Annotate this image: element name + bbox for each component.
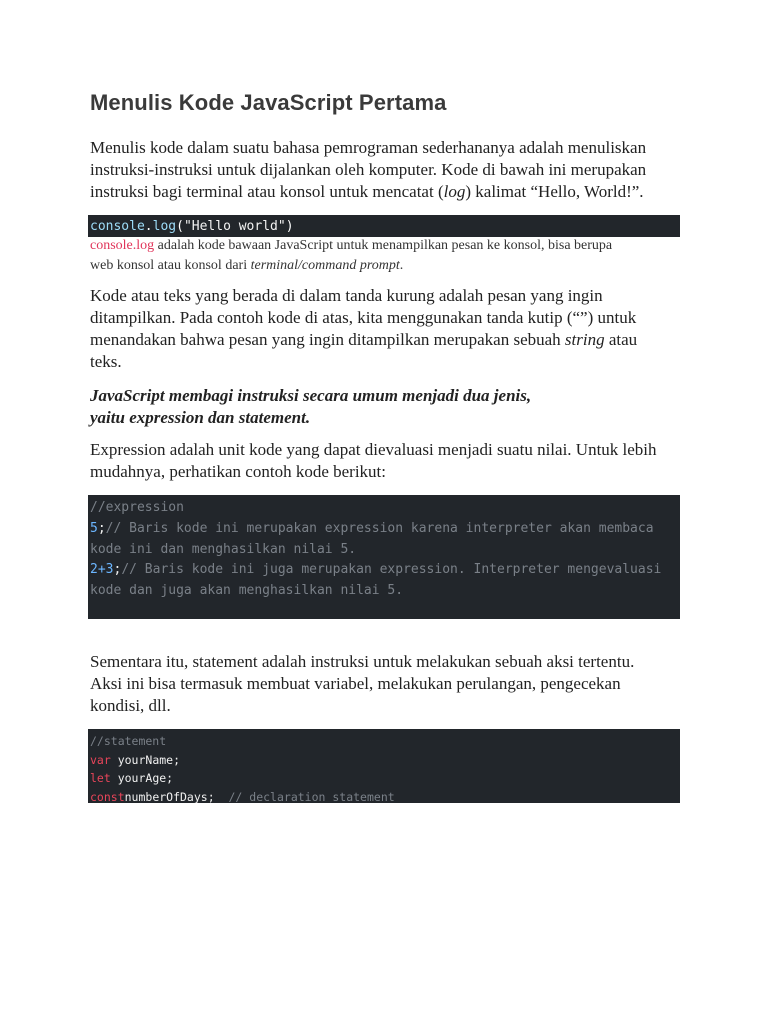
emphasis-line-2: yaitu expression dan statement. — [90, 408, 311, 427]
code-stmt-your-name: yourName; — [110, 752, 181, 767]
code-stmt-line-1: //statement — [90, 734, 167, 748]
caption-line-2: web konsol atau konsol dari — [90, 258, 251, 273]
caption-line-1: adalah kode bawaan JavaScript untuk menampilkan pesan ke konsol, bisa berupa — [154, 238, 613, 253]
code-token-log: log — [152, 219, 177, 234]
code-stmt-number-of-days: numberOfDays — [124, 789, 208, 803]
para3-line-1: Expression adalah unit kode yang dapat dievaluasi menjadi suatu nilai. Untuk lebih — [90, 440, 657, 459]
intro-line-2: instruksi-instruksi untuk dijalankan oleh komputer. Kode di bawah ini merupakan — [90, 160, 647, 179]
code-token-open-paren: ( — [176, 219, 184, 234]
para2-string-italic: string — [564, 330, 605, 349]
code-expr-semicolon-2: ; — [113, 562, 122, 578]
intro-log-italic: log — [443, 182, 466, 201]
code-block-expression — [88, 495, 680, 619]
para4-line-3: kondisi, dll. — [90, 696, 171, 715]
para2-line-2: ditampilkan. Pada contoh kode di atas, kita menggunakan tanda kutip (“”) untuk — [90, 308, 637, 327]
paragraph-statement — [90, 651, 682, 717]
code-stmt-keyword-const: const — [90, 789, 125, 803]
code-expr-comment-2: // Baris kode ini juga merupakan expression. Interpreter mengevaluasi — [121, 562, 662, 578]
code-token-close-paren: ) — [285, 219, 294, 234]
para2-line-3-end: atau — [604, 330, 638, 349]
emphasis-paragraph — [90, 385, 682, 429]
para3-line-2: mudahnya, perhatikan contoh kode berikut: — [90, 462, 386, 481]
para4-line-2: Aksi ini bisa termasuk membuat variabel, melakukan perulangan, pengecekan — [90, 674, 621, 693]
code-stmt-comment: // declaration statement — [214, 789, 395, 803]
code-block-statement — [88, 729, 680, 803]
page-title: Menulis Kode JavaScript Pertama — [90, 90, 447, 115]
code-expr-comment-1-cont: kode ini dan menghasilkan nilai 5. — [90, 541, 357, 557]
code-expr-semicolon-1: ; — [97, 520, 106, 536]
code-expr-number-2-plus-3: 2+3 — [90, 562, 114, 578]
code-stmt-semicolon: ; — [207, 789, 215, 803]
code-stmt-keyword-let: let — [90, 771, 111, 786]
code-stmt-keyword-var: var — [90, 752, 111, 767]
code-block-hello-world — [88, 215, 680, 237]
intro-line-3: instruksi bagi terminal atau konsol untuk mencatat ( — [90, 182, 444, 201]
code-stmt-your-age: yourAge; — [110, 771, 174, 786]
paragraph-expression — [90, 439, 682, 483]
intro-line-3-end: ) kalimat “Hello, World!”. — [465, 182, 644, 201]
caption-code-reference: console.log — [90, 238, 155, 253]
code-token-string: "Hello world" — [183, 219, 286, 234]
intro-paragraph — [90, 137, 682, 203]
para2-line-1: Kode atau teks yang berada di dalam tanda kurung adalah pesan yang ingin — [90, 286, 603, 305]
code-expr-line-1: //expression — [90, 500, 184, 515]
para2-line-4: teks. — [90, 352, 122, 371]
caption-line-2-end: . — [399, 258, 404, 273]
para4-line-1: Sementara itu, statement adalah instruksi untuk melakukan sebuah aksi tertentu. — [90, 652, 635, 671]
code-token-dot: . — [144, 219, 153, 234]
para2-line-3: menandakan bahwa pesan yang ingin ditampilkan merupakan sebuah — [90, 330, 565, 349]
intro-line-1: Menulis kode dalam suatu bahasa pemrograman sederhananya adalah menuliskan — [90, 138, 647, 157]
caption-italic-terminal: terminal/command prompt — [250, 258, 400, 273]
code-expr-comment-1: // Baris kode ini merupakan expression karena interpreter akan membaca — [105, 520, 654, 536]
paragraph-string-explanation — [90, 285, 682, 373]
code-expr-number-5: 5 — [90, 520, 98, 536]
code-caption — [90, 236, 682, 276]
code-token-console: console — [90, 219, 145, 234]
emphasis-line-1: JavaScript membagi instruksi secara umum menjadi dua jenis, — [90, 386, 532, 405]
code-expr-comment-2-cont: kode dan juga akan menghasilkan nilai 5. — [90, 583, 404, 599]
